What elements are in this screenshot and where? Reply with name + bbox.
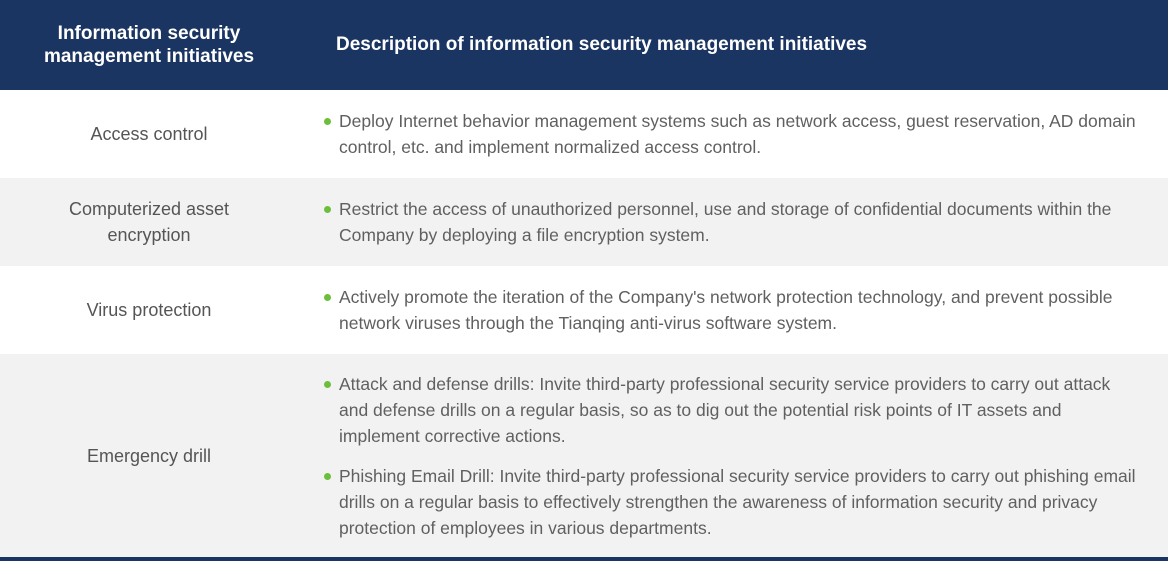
initiative-description (298, 108, 1168, 160)
initiative-name: Virus protection (86, 300, 212, 320)
bullet-text: Restrict the access of unauthorized personnel, use and storage of confidential documents within the Company by deploying a file encryption system. (339, 199, 1112, 245)
bullet-text: Attack and defense drills: Invite third-party professional security service providers to carry out attack and defense drills on a regular basis, so as to dig out the potential risk points of IT assets and implement corrective actions. (339, 373, 1111, 446)
table-row (0, 266, 1168, 354)
list-item (324, 284, 1144, 336)
list-item (324, 371, 1144, 449)
bullet-dot-icon (324, 206, 331, 213)
list-item (324, 463, 1144, 541)
initiative-description (298, 371, 1168, 541)
initiative-name: Computerized asset encryption (68, 199, 230, 245)
bottom-border (0, 557, 1168, 561)
bullet-dot-icon (324, 294, 331, 301)
bullet-text: Deploy Internet behavior management systems such as network access, guest reservation, AD domain control, etc. and implement normalized access control. (339, 111, 1136, 157)
table-header (0, 0, 1168, 90)
table-row (0, 90, 1168, 178)
header-description: Description of information security management initiatives (336, 34, 868, 55)
initiative-description (298, 196, 1168, 248)
bullet-text: Phishing Email Drill: Invite third-party professional security service providers to carry out phishing email drills on a regular basis to effectively strengthen the awareness of information security and privacy protection of employees in various departments. (339, 465, 1136, 538)
header-initiatives: Information security management initiatives (43, 23, 255, 67)
table-row (0, 178, 1168, 266)
bullet-dot-icon (324, 473, 331, 480)
list-item (324, 196, 1144, 248)
initiative-description (298, 284, 1168, 336)
initiative-name: Access control (90, 124, 208, 144)
bullet-dot-icon (324, 118, 331, 125)
table-row (0, 354, 1168, 557)
bullet-text: Actively promote the iteration of the Company's network protection technology, and prevent possible network viruses through the Tianqing anti-virus software system. (339, 287, 1113, 333)
initiative-name: Emergency drill (86, 445, 212, 466)
bullet-dot-icon (324, 381, 331, 388)
list-item (324, 108, 1144, 160)
